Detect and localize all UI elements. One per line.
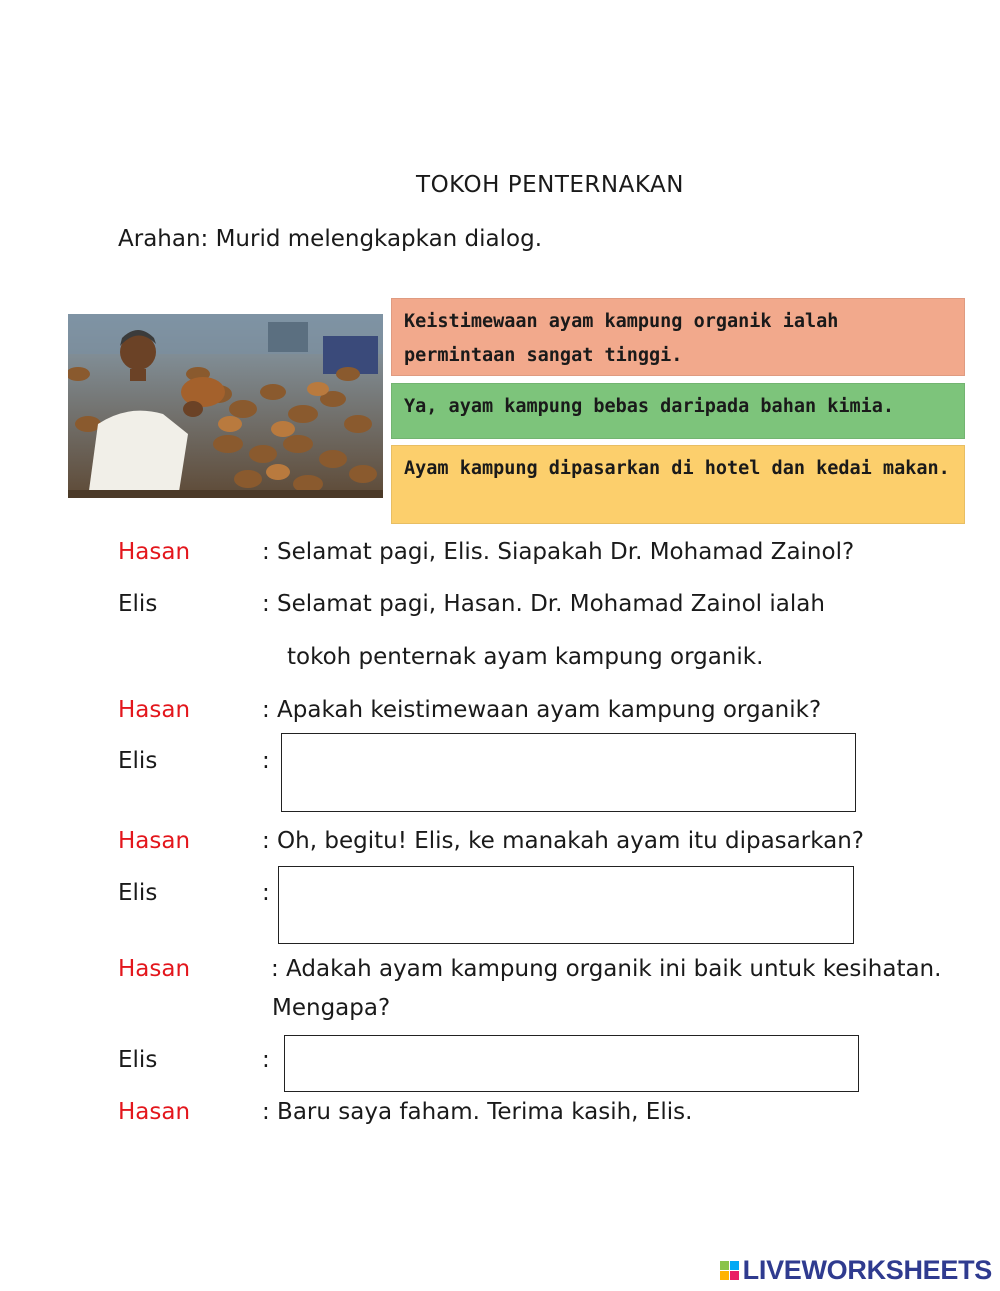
answer-dropzone-2[interactable]: [278, 866, 854, 944]
dialog-line: Mengapa?: [272, 995, 391, 1021]
answer-card-2[interactable]: Ya, ayam kampung bebas daripada bahan kimia.: [391, 383, 965, 439]
dialog-line: : Adakah ayam kampung organik ini baik untuk kesihatan.: [271, 956, 942, 982]
speaker-elis: Elis: [118, 880, 158, 906]
dialog-line: : Selamat pagi, Elis. Siapakah Dr. Mohamad Zainol?: [262, 539, 855, 565]
answer-dropzone-3[interactable]: [284, 1035, 859, 1092]
instruction: Arahan: Murid melengkapkan dialog.: [118, 226, 543, 252]
colon: :: [262, 1047, 270, 1073]
answer-card-1[interactable]: Keistimewaan ayam kampung organik ialah permintaan sangat tinggi.: [391, 298, 965, 376]
liveworksheets-logo: [720, 1255, 992, 1286]
colon: :: [262, 880, 270, 906]
logo-squares-icon: [720, 1261, 739, 1280]
colon: :: [262, 748, 270, 774]
dialog-line: : Selamat pagi, Hasan. Dr. Mohamad Zainol ialah: [262, 591, 825, 617]
speaker-elis: Elis: [118, 1047, 158, 1073]
speaker-hasan: Hasan: [118, 956, 191, 982]
speaker-elis: Elis: [118, 748, 158, 774]
speaker-hasan: Hasan: [118, 697, 191, 723]
dialog-line: : Oh, begitu! Elis, ke manakah ayam itu dipasarkan?: [262, 828, 864, 854]
answer-card-3[interactable]: Ayam kampung dipasarkan di hotel dan kedai makan.: [391, 445, 965, 524]
farmer-photo: [68, 314, 383, 498]
speaker-hasan: Hasan: [118, 1099, 191, 1125]
logo-text: LIVEWORKSHEETS: [742, 1255, 992, 1285]
speaker-hasan: Hasan: [118, 539, 191, 565]
answer-dropzone-1[interactable]: [281, 733, 856, 812]
page-title: TOKOH PENTERNAKAN: [416, 172, 684, 198]
speaker-elis: Elis: [118, 591, 158, 617]
dialog-line: : Baru saya faham. Terima kasih, Elis.: [262, 1099, 693, 1125]
dialog-line: : Apakah keistimewaan ayam kampung organik?: [262, 697, 822, 723]
speaker-hasan: Hasan: [118, 828, 191, 854]
dialog-line: tokoh penternak ayam kampung organik.: [287, 644, 764, 670]
